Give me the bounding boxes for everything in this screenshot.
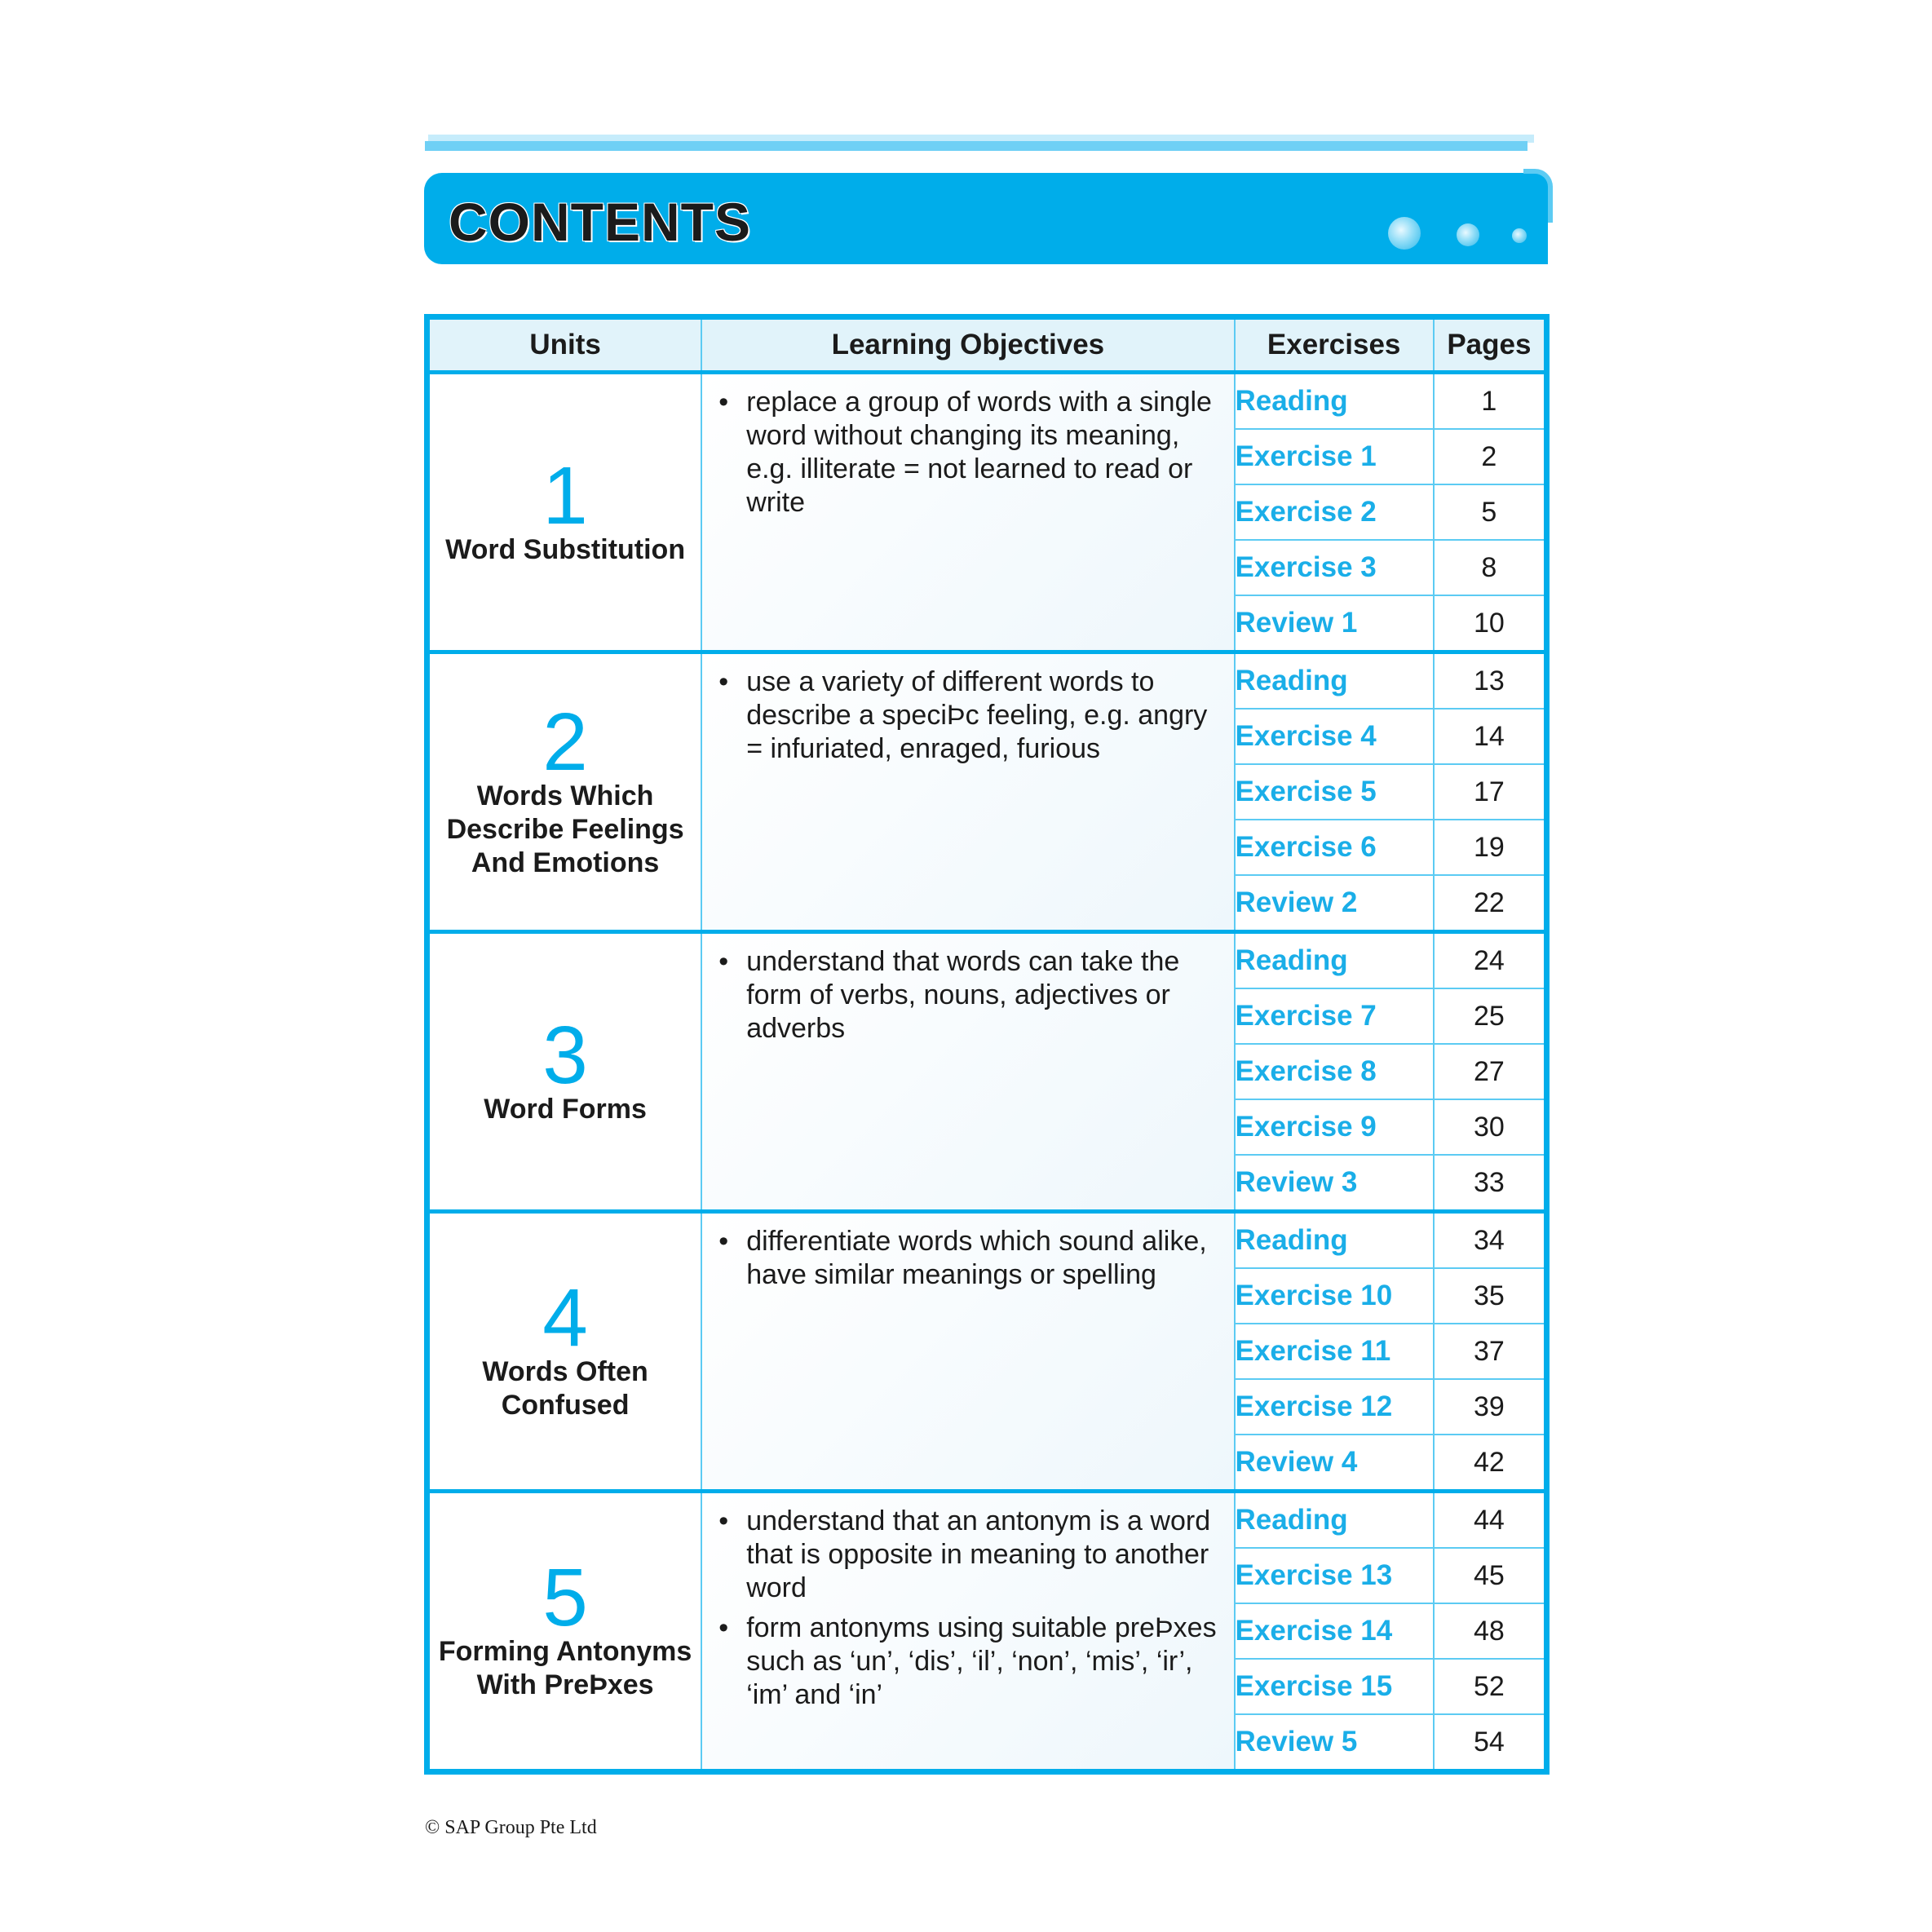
unit-number: 5 bbox=[542, 1552, 588, 1643]
page-number: 14 bbox=[1434, 709, 1547, 764]
exercise-name: Review 5 bbox=[1235, 1714, 1434, 1772]
page-number: 44 bbox=[1434, 1492, 1547, 1549]
exercise-name: Reading bbox=[1235, 932, 1434, 989]
header-exercises: Exercises bbox=[1235, 317, 1434, 373]
exercise-name: Review 1 bbox=[1235, 595, 1434, 652]
copyright-notice: © SAP Group Pte Ltd bbox=[425, 1817, 597, 1838]
unit-number: 3 bbox=[542, 1009, 588, 1101]
objectives-list bbox=[702, 1505, 1217, 1712]
exercise-name: Exercise 14 bbox=[1235, 1603, 1434, 1659]
table-row bbox=[427, 1212, 1547, 1269]
exercise-name: Exercise 13 bbox=[1235, 1548, 1434, 1603]
objective-item: • use a variety of different words to describe a speciÞc feeling, e.g. angry = infuriated, enraged, furious bbox=[746, 665, 1217, 766]
page-title: CONTENTS bbox=[449, 192, 751, 252]
table-row bbox=[427, 932, 1547, 989]
decorative-top-lines bbox=[425, 135, 1534, 153]
unit-number: 4 bbox=[542, 1272, 588, 1364]
exercise-name: Exercise 5 bbox=[1235, 764, 1434, 820]
page-number: 5 bbox=[1434, 484, 1547, 540]
unit-cell bbox=[427, 1212, 702, 1492]
exercise-name: Exercise 8 bbox=[1235, 1044, 1434, 1099]
exercise-name: Exercise 3 bbox=[1235, 540, 1434, 595]
exercise-name: Exercise 4 bbox=[1235, 709, 1434, 764]
unit-title: Word Substitution bbox=[445, 533, 686, 565]
unit-title: Words Which Describe Feelings And Emotions bbox=[446, 780, 684, 878]
unit-number: 1 bbox=[542, 449, 588, 542]
objective-item: • understand that an antonym is a word that is opposite in meaning to another word bbox=[746, 1505, 1217, 1605]
page-number: 35 bbox=[1434, 1268, 1547, 1324]
page-number: 13 bbox=[1434, 652, 1547, 710]
unit-title: Words Often Confused bbox=[482, 1356, 648, 1421]
header-learning-objectives: Learning Objectives bbox=[701, 317, 1234, 373]
page-number: 45 bbox=[1434, 1548, 1547, 1603]
objective-item: • differentiate words which sound alike, have similar meanings or spelling bbox=[746, 1225, 1217, 1292]
unit-cell bbox=[427, 652, 702, 932]
decorative-dot-icon bbox=[1457, 223, 1479, 246]
exercise-name: Reading bbox=[1235, 652, 1434, 710]
learning-objectives-cell bbox=[701, 932, 1234, 1212]
exercise-name: Exercise 9 bbox=[1235, 1099, 1434, 1155]
objectives-list bbox=[702, 386, 1217, 519]
exercise-name: Review 3 bbox=[1235, 1155, 1434, 1212]
exercise-name: Exercise 1 bbox=[1235, 429, 1434, 484]
objectives-list bbox=[702, 665, 1217, 766]
unit-cell bbox=[427, 1492, 702, 1772]
page-number: 33 bbox=[1434, 1155, 1547, 1212]
table-header-row bbox=[427, 317, 1547, 373]
table-row bbox=[427, 652, 1547, 710]
page-number: 22 bbox=[1434, 875, 1547, 932]
page-number: 24 bbox=[1434, 932, 1547, 989]
table-row bbox=[427, 1492, 1547, 1549]
page-number: 48 bbox=[1434, 1603, 1547, 1659]
decorative-dot-icon bbox=[1512, 228, 1527, 243]
page-number: 54 bbox=[1434, 1714, 1547, 1772]
exercise-name: Exercise 2 bbox=[1235, 484, 1434, 540]
page-number: 30 bbox=[1434, 1099, 1547, 1155]
page-number: 2 bbox=[1434, 429, 1547, 484]
unit-title: Word Forms bbox=[484, 1093, 647, 1125]
page-number: 1 bbox=[1434, 373, 1547, 430]
exercise-name: Reading bbox=[1235, 373, 1434, 430]
objective-item: • understand that words can take the form of verbs, nouns, adjectives or adverbs bbox=[746, 945, 1217, 1046]
page-number: 17 bbox=[1434, 764, 1547, 820]
objective-item: • form antonyms using suitable preÞxes such as ‘un’, ‘dis’, ‘il’, ‘non’, ‘mis’, ‘ir’, ‘im’ and ‘in’ bbox=[746, 1611, 1217, 1712]
objectives-list bbox=[702, 1225, 1217, 1292]
unit-number: 2 bbox=[542, 696, 588, 788]
page-number: 25 bbox=[1434, 988, 1547, 1044]
page-number: 34 bbox=[1434, 1212, 1547, 1269]
exercise-name: Reading bbox=[1235, 1212, 1434, 1269]
learning-objectives-cell bbox=[701, 652, 1234, 932]
exercise-name: Review 2 bbox=[1235, 875, 1434, 932]
objective-item: • replace a group of words with a single word without changing its meaning, e.g. illiterate = not learned to read or write bbox=[746, 386, 1217, 519]
exercise-name: Review 4 bbox=[1235, 1435, 1434, 1492]
page-number: 42 bbox=[1434, 1435, 1547, 1492]
unit-cell bbox=[427, 373, 702, 652]
unit-title: Forming Antonyms With PreÞxes bbox=[438, 1636, 692, 1700]
page-number: 27 bbox=[1434, 1044, 1547, 1099]
header-pages: Pages bbox=[1434, 317, 1547, 373]
unit-cell bbox=[427, 932, 702, 1212]
page-number: 39 bbox=[1434, 1379, 1547, 1435]
exercise-name: Exercise 15 bbox=[1235, 1659, 1434, 1714]
learning-objectives-cell bbox=[701, 1492, 1234, 1772]
contents-banner bbox=[424, 173, 1548, 264]
learning-objectives-cell bbox=[701, 1212, 1234, 1492]
page-number: 52 bbox=[1434, 1659, 1547, 1714]
contents-table bbox=[424, 314, 1550, 1775]
page-number: 10 bbox=[1434, 595, 1547, 652]
exercise-name: Exercise 12 bbox=[1235, 1379, 1434, 1435]
page-number: 8 bbox=[1434, 540, 1547, 595]
exercise-name: Exercise 6 bbox=[1235, 820, 1434, 875]
page-number: 37 bbox=[1434, 1324, 1547, 1379]
learning-objectives-cell bbox=[701, 373, 1234, 652]
exercise-name: Exercise 10 bbox=[1235, 1268, 1434, 1324]
exercise-name: Exercise 11 bbox=[1235, 1324, 1434, 1379]
header-units: Units bbox=[427, 317, 702, 373]
objectives-list bbox=[702, 945, 1217, 1046]
table-row bbox=[427, 373, 1547, 430]
exercise-name: Exercise 7 bbox=[1235, 988, 1434, 1044]
decorative-dot-icon bbox=[1388, 217, 1421, 250]
exercise-name: Reading bbox=[1235, 1492, 1434, 1549]
page-number: 19 bbox=[1434, 820, 1547, 875]
